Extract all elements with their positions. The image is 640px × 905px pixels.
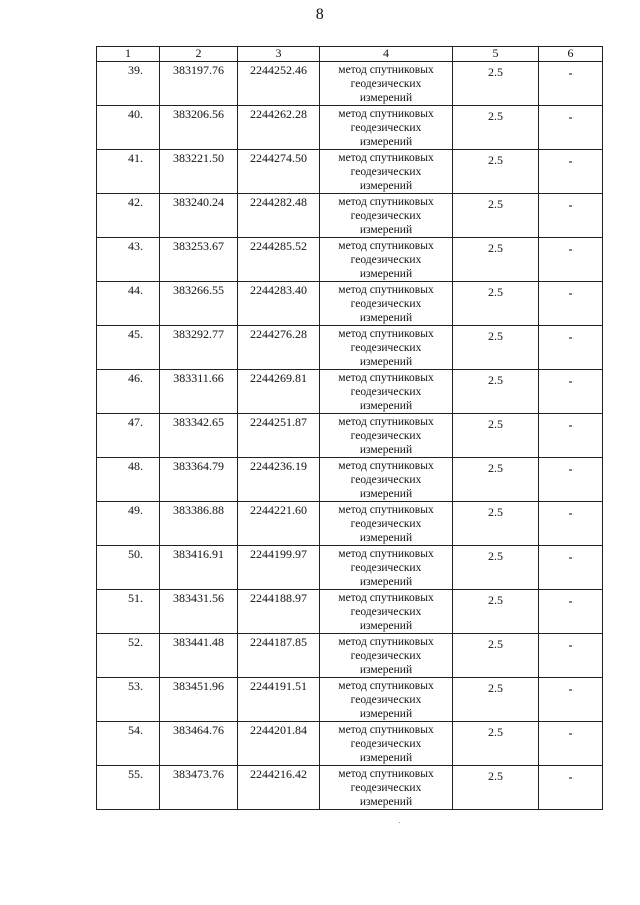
x-coordinate-cell: 383431.56 (160, 590, 238, 634)
method-cell (320, 238, 453, 282)
method-line: измерений (359, 796, 413, 808)
y-coordinate-cell: 2244285.52 (238, 238, 320, 282)
table-row (97, 502, 603, 546)
method-line: метод спутниковых (338, 592, 434, 604)
accuracy-cell: 2.5 (453, 634, 539, 678)
table-row (97, 282, 603, 326)
method-line: геодезических (350, 694, 422, 706)
point-number-cell: 46. (97, 370, 160, 414)
method-line: геодезических (350, 254, 422, 266)
y-coordinate-cell: 2244274.50 (238, 150, 320, 194)
x-coordinate-cell: 383206.56 (160, 106, 238, 150)
note-cell: - (539, 590, 603, 634)
point-number-cell: 43. (97, 238, 160, 282)
method-line: измерений (359, 224, 413, 236)
method-line: метод спутниковых (338, 724, 434, 736)
method-line: измерений (359, 180, 413, 192)
method-cell (320, 106, 453, 150)
table-row (97, 238, 603, 282)
point-number-cell: 48. (97, 458, 160, 502)
point-number-cell: 47. (97, 414, 160, 458)
column-header-6: 6 (539, 47, 603, 62)
method-line: геодезических (350, 650, 422, 662)
method-cell (320, 150, 453, 194)
x-coordinate-cell: 383240.24 (160, 194, 238, 238)
method-cell (320, 458, 453, 502)
y-coordinate-cell: 2244188.97 (238, 590, 320, 634)
table-row (97, 194, 603, 238)
method-line: измерений (359, 136, 413, 148)
page-number: 8 (315, 6, 325, 23)
method-line: геодезических (350, 210, 422, 222)
accuracy-cell: 2.5 (453, 62, 539, 106)
method-line: геодезических (350, 738, 422, 750)
accuracy-cell: 2.5 (453, 502, 539, 546)
x-coordinate-cell: 383266.55 (160, 282, 238, 326)
y-coordinate-cell: 2244282.48 (238, 194, 320, 238)
note-cell: - (539, 722, 603, 766)
point-number-cell: 50. (97, 546, 160, 590)
note-cell: - (539, 282, 603, 326)
method-line: геодезических (350, 386, 422, 398)
note-cell: - (539, 546, 603, 590)
point-number-cell: 39. (97, 62, 160, 106)
method-line: геодезических (350, 562, 422, 574)
note-cell: - (539, 370, 603, 414)
method-line: метод спутниковых (338, 240, 434, 252)
x-coordinate-cell: 383386.88 (160, 502, 238, 546)
method-line: измерений (359, 532, 413, 544)
method-cell (320, 282, 453, 326)
note-cell: - (539, 458, 603, 502)
point-number-cell: 53. (97, 678, 160, 722)
method-line: метод спутниковых (338, 284, 434, 296)
y-coordinate-cell: 2244191.51 (238, 678, 320, 722)
method-line: метод спутниковых (338, 636, 434, 648)
column-header-3: 3 (238, 47, 320, 62)
table-row (97, 326, 603, 370)
method-line: геодезических (350, 122, 422, 134)
y-coordinate-cell: 2244269.81 (238, 370, 320, 414)
column-header-5: 5 (453, 47, 539, 62)
table-row (97, 62, 603, 106)
x-coordinate-cell: 383292.77 (160, 326, 238, 370)
x-coordinate-cell: 383441.48 (160, 634, 238, 678)
accuracy-cell: 2.5 (453, 722, 539, 766)
table-row (97, 722, 603, 766)
note-cell: - (539, 766, 603, 810)
x-coordinate-cell: 383253.67 (160, 238, 238, 282)
method-line: геодезических (350, 474, 422, 486)
x-coordinate-cell: 383364.79 (160, 458, 238, 502)
accuracy-cell: 2.5 (453, 194, 539, 238)
y-coordinate-cell: 2244201.84 (238, 722, 320, 766)
x-coordinate-cell: 383197.76 (160, 62, 238, 106)
column-header-2: 2 (160, 47, 238, 62)
column-header-4: 4 (320, 47, 453, 62)
accuracy-cell: 2.5 (453, 370, 539, 414)
accuracy-cell: 2.5 (453, 238, 539, 282)
method-line: измерений (359, 356, 413, 368)
method-line: измерений (359, 444, 413, 456)
y-coordinate-cell: 2244283.40 (238, 282, 320, 326)
method-cell (320, 326, 453, 370)
table-row (97, 634, 603, 678)
method-line: геодезических (350, 518, 422, 530)
method-line: метод спутниковых (338, 504, 434, 516)
method-line: измерений (359, 576, 413, 588)
column-header-1: 1 (97, 47, 160, 62)
method-line: геодезических (350, 298, 422, 310)
table-row (97, 370, 603, 414)
table-row (97, 150, 603, 194)
table-row (97, 678, 603, 722)
method-cell (320, 766, 453, 810)
point-number-cell: 52. (97, 634, 160, 678)
accuracy-cell: 2.5 (453, 678, 539, 722)
method-line: измерений (359, 752, 413, 764)
x-coordinate-cell: 383221.50 (160, 150, 238, 194)
x-coordinate-cell: 383311.66 (160, 370, 238, 414)
table-body (97, 62, 603, 810)
method-cell (320, 546, 453, 590)
point-number-cell: 55. (97, 766, 160, 810)
y-coordinate-cell: 2244276.28 (238, 326, 320, 370)
accuracy-cell: 2.5 (453, 106, 539, 150)
method-cell (320, 370, 453, 414)
accuracy-cell: 2.5 (453, 458, 539, 502)
accuracy-cell: 2.5 (453, 590, 539, 634)
method-line: метод спутниковых (338, 680, 434, 692)
method-line: метод спутниковых (338, 64, 434, 76)
y-coordinate-cell: 2244251.87 (238, 414, 320, 458)
method-line: измерений (359, 664, 413, 676)
method-cell (320, 502, 453, 546)
note-cell: - (539, 62, 603, 106)
point-number-cell: 54. (97, 722, 160, 766)
method-line: метод спутниковых (338, 108, 434, 120)
x-coordinate-cell: 383342.65 (160, 414, 238, 458)
accuracy-cell: 2.5 (453, 326, 539, 370)
table-row (97, 590, 603, 634)
table-row (97, 546, 603, 590)
point-number-cell: 49. (97, 502, 160, 546)
method-cell (320, 722, 453, 766)
table-header-row (97, 47, 603, 62)
method-line: геодезических (350, 342, 422, 354)
x-coordinate-cell: 383451.96 (160, 678, 238, 722)
x-coordinate-cell: 383416.91 (160, 546, 238, 590)
method-line: измерений (359, 488, 413, 500)
method-line: измерений (359, 92, 413, 104)
y-coordinate-cell: 2244216.42 (238, 766, 320, 810)
note-cell: - (539, 194, 603, 238)
method-cell (320, 194, 453, 238)
x-coordinate-cell: 383473.76 (160, 766, 238, 810)
method-cell (320, 590, 453, 634)
point-number-cell: 45. (97, 326, 160, 370)
method-cell (320, 62, 453, 106)
accuracy-cell: 2.5 (453, 766, 539, 810)
method-cell (320, 678, 453, 722)
note-cell: - (539, 238, 603, 282)
y-coordinate-cell: 2244252.46 (238, 62, 320, 106)
y-coordinate-cell: 2244262.28 (238, 106, 320, 150)
method-line: метод спутниковых (338, 372, 434, 384)
method-line: измерений (359, 400, 413, 412)
method-line: геодезических (350, 782, 422, 794)
method-line: метод спутниковых (338, 548, 434, 560)
note-cell: - (539, 106, 603, 150)
note-cell: - (539, 634, 603, 678)
note-cell: - (539, 150, 603, 194)
point-number-cell: 41. (97, 150, 160, 194)
method-line: измерений (359, 620, 413, 632)
method-line: метод спутниковых (338, 152, 434, 164)
accuracy-cell: 2.5 (453, 282, 539, 326)
point-number-cell: 42. (97, 194, 160, 238)
y-coordinate-cell: 2244221.60 (238, 502, 320, 546)
note-cell: - (539, 502, 603, 546)
table-row (97, 458, 603, 502)
note-cell: - (539, 326, 603, 370)
point-number-cell: 40. (97, 106, 160, 150)
point-number-cell: 51. (97, 590, 160, 634)
note-cell: - (539, 678, 603, 722)
y-coordinate-cell: 2244236.19 (238, 458, 320, 502)
method-line: геодезических (350, 166, 422, 178)
method-line: геодезических (350, 78, 422, 90)
coordinates-table (96, 46, 603, 810)
scan-artifact (399, 822, 400, 823)
table-row (97, 106, 603, 150)
note-cell: - (539, 414, 603, 458)
accuracy-cell: 2.5 (453, 414, 539, 458)
table-row (97, 766, 603, 810)
method-line: метод спутниковых (338, 768, 434, 780)
method-cell (320, 414, 453, 458)
y-coordinate-cell: 2244199.97 (238, 546, 320, 590)
method-line: геодезических (350, 430, 422, 442)
method-line: метод спутниковых (338, 196, 434, 208)
accuracy-cell: 2.5 (453, 546, 539, 590)
method-line: геодезических (350, 606, 422, 618)
method-line: измерений (359, 708, 413, 720)
method-line: метод спутниковых (338, 460, 434, 472)
y-coordinate-cell: 2244187.85 (238, 634, 320, 678)
method-line: измерений (359, 268, 413, 280)
method-line: метод спутниковых (338, 328, 434, 340)
point-number-cell: 44. (97, 282, 160, 326)
accuracy-cell: 2.5 (453, 150, 539, 194)
x-coordinate-cell: 383464.76 (160, 722, 238, 766)
method-cell (320, 634, 453, 678)
method-line: измерений (359, 312, 413, 324)
method-line: метод спутниковых (338, 416, 434, 428)
table-row (97, 414, 603, 458)
